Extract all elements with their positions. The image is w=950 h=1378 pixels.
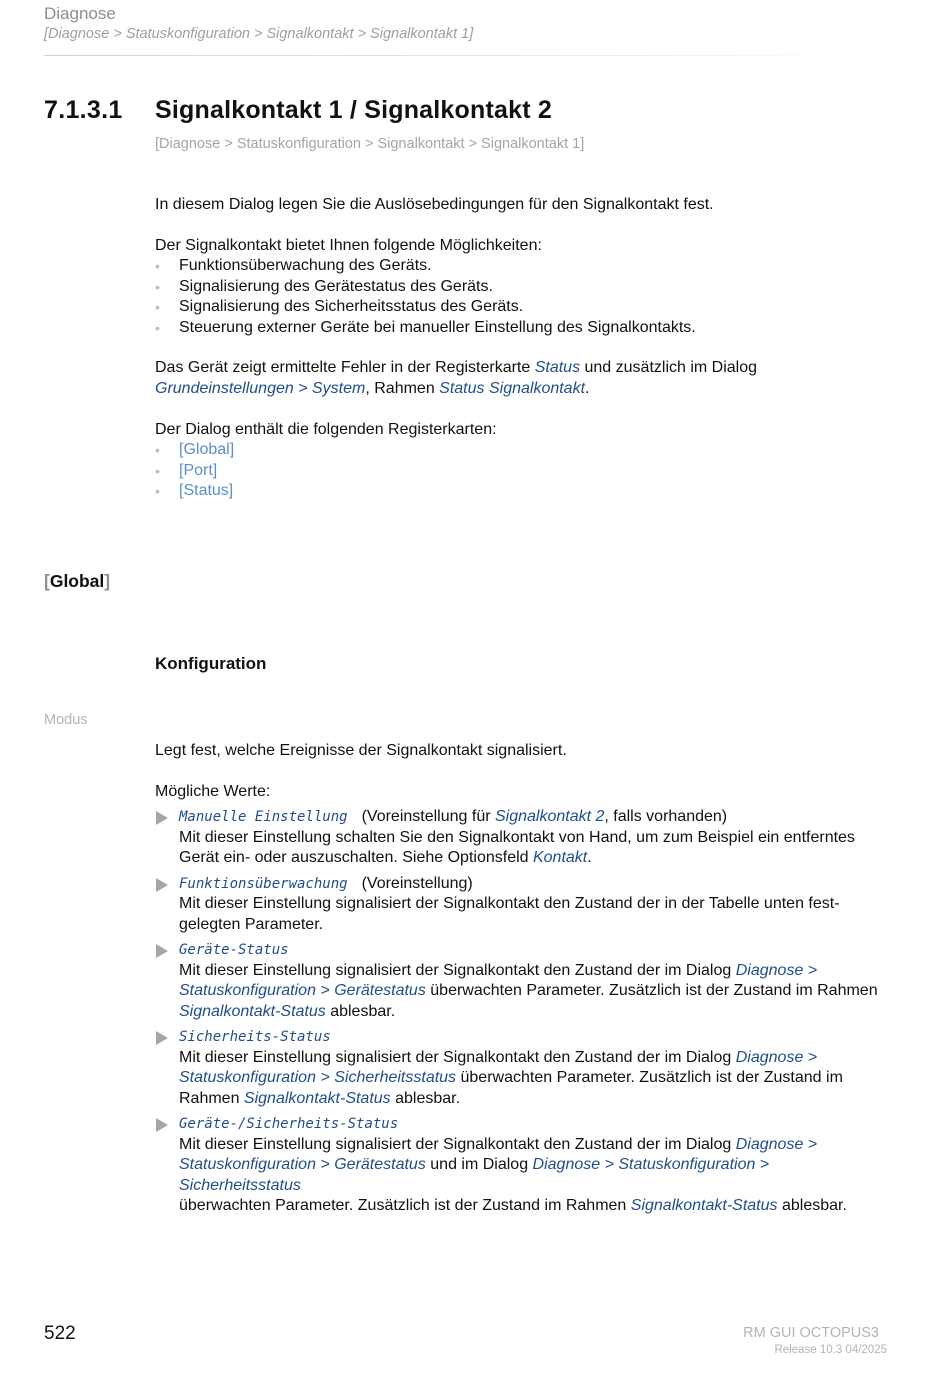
link-tab-port[interactable]: [Port]: [179, 461, 218, 479]
section-number: 7.1.3.1: [44, 96, 123, 124]
bullet-dot-icon: •: [155, 319, 160, 336]
konfiguration-heading: Konfiguration: [155, 654, 267, 673]
features-lead: Der Signalkontakt bietet Ihnen folgende Möglichkeiten:: [155, 237, 542, 254]
link-diagnose-geraetestatus[interactable]: Diagnose > Statuskonfiguration > Gerätestatus: [179, 1135, 818, 1173]
bullet-dot-icon: •: [155, 258, 160, 274]
bullet-dot-icon: •: [155, 483, 160, 499]
link-diagnose-geraetestatus[interactable]: Diagnose > Statuskonfiguration > Gerätestatus: [179, 961, 818, 999]
value-name: Manuelle Einstellung: [179, 809, 348, 825]
list-item: [155, 461, 234, 482]
link-kontakt[interactable]: Kontakt: [532, 849, 588, 866]
list-item: [155, 481, 234, 502]
page-number: 522: [44, 1323, 76, 1344]
link-signalkontakt-status[interactable]: Signalkontakt-Status: [179, 1002, 326, 1020]
value-name: Geräte-/Sicherheits-Status: [179, 1116, 399, 1132]
link-diagnose-sicherheitsstatus[interactable]: Diagnose > Statuskonfiguration > Sicherheitsstatus: [179, 1156, 770, 1194]
tabs-list: [155, 440, 234, 502]
bullet-dot-icon: •: [155, 299, 160, 315]
list-item: • Funktionsüberwachung des Geräts.: [155, 256, 696, 277]
bullet-dot-icon: •: [155, 442, 160, 458]
mode-description: Legt fest, welche Ereignisse der Signalkontakt signalisiert.: [155, 742, 567, 759]
running-header-breadcrumb: [Diagnose > Statuskonfiguration > Signalkontakt > Signalkontakt 1]: [44, 26, 474, 42]
link-signalkontakt-status[interactable]: Signalkontakt-Status: [243, 1089, 391, 1107]
global-section-heading: [Global]: [44, 571, 111, 591]
list-item: Geräte-Status Mit dieser Einstellung signalisiert der Signalkontakt den Zustand der im Dialog Diagnose > Statuskonfiguration > Gerätestatus überwachten Parameter. Zusätzlich ist der Zustand im Rahmen Signalkontakt-Status ablesbar.: [155, 940, 890, 1022]
value-name: Funktionsüberwachung: [179, 875, 348, 892]
features-list: [155, 256, 696, 338]
header-divider: [44, 55, 864, 56]
link-status-tab[interactable]: Status: [534, 359, 581, 376]
section-title: Signalkontakt 1 / Signalkontakt 2: [155, 96, 552, 124]
parameter-margin-label: Modus: [44, 712, 88, 728]
link-diagnose-sicherheitsstatus[interactable]: Diagnose > Statuskonfiguration > Sicherheitsstatus: [179, 1048, 818, 1086]
possible-values-lead: Mögliche Werte:: [155, 783, 271, 800]
running-header-title: Diagnose: [44, 4, 116, 23]
possible-values-list: [155, 807, 890, 1222]
list-item: • Signalisierung des Gerätestatus des Geräts.: [155, 277, 696, 298]
triangle-bullet-icon: [156, 878, 168, 892]
link-signalkontakt-status[interactable]: Signalkontakt-Status: [630, 1197, 778, 1214]
bullet-dot-icon: •: [155, 278, 160, 295]
list-item: Funktionsüberwachung (Voreinstellung) Mit dieser Einstellung signalisiert der Signalkontakt den Zustand der in der Tabelle unten festgelegten Parameter.: [155, 874, 890, 936]
link-tab-status[interactable]: [Status]: [179, 482, 234, 499]
list-item: [155, 440, 234, 461]
intro-paragraph: In diesem Dialog legen Sie die Auslösebedingungen für den Signalkontakt fest.: [155, 196, 714, 213]
triangle-bullet-icon: [156, 1031, 168, 1045]
section-breadcrumb: [Diagnose > Statuskonfiguration > Signalkontakt > Signalkontakt 1]: [155, 136, 585, 152]
link-tab-global[interactable]: [Global]: [179, 441, 235, 458]
tabs-lead: Der Dialog enthält die folgenden Registerkarten:: [155, 421, 497, 438]
bullet-dot-icon: •: [155, 462, 160, 479]
list-item: Sicherheits-Status Mit dieser Einstellung signalisiert der Signalkontakt den Zustand der im Dialog Diagnose > Statuskonfiguration > Sicherheitsstatus überwachten Parameter. Zusätzlich ist der Zustand im Rahmen Signalkontakt-Status ablesbar.: [155, 1027, 890, 1109]
triangle-bullet-icon: [156, 944, 168, 958]
value-name: Geräte-Status: [179, 942, 289, 958]
list-item: • Signalisierung des Sicherheitsstatus des Geräts.: [155, 297, 696, 318]
footer-release: Release 10.3 04/2025: [774, 1344, 887, 1356]
list-item: Geräte-/Sicherheits-Status Mit dieser Einstellung signalisiert der Signalkontakt den Zustand der im Dialog Diagnose > Statuskonfiguration > Gerätestatus und im Dialog Diagnose > Statuskonfiguration > Sicherheitsstatus überwachten Parameter. Zusätzlich ist der Zustand im Rahmen Signalkontakt-Status ablesbar.: [155, 1114, 890, 1217]
link-signalkontakt-2[interactable]: Signalkontakt 2: [494, 808, 605, 825]
footer-product: RM GUI OCTOPUS3: [743, 1325, 879, 1341]
link-grundeinstellungen-system[interactable]: Grundeinstellungen > System: [155, 379, 366, 397]
triangle-bullet-icon: [156, 811, 168, 825]
triangle-bullet-icon: [156, 1118, 168, 1132]
error-info-paragraph: Das Gerät zeigt ermittelte Fehler in der Registerkarte Status und zusätzlich im Dialog Grundeinstellungen > System, Rahmen Status Signalkontakt.: [155, 359, 758, 397]
link-status-signalkontakt[interactable]: Status Signalkontakt: [439, 379, 586, 397]
list-item: Manuelle Einstellung (Voreinstellung für Signalkontakt 2, falls vorhanden) Mit dieser Einstellung schalten Sie den Signalkontakt von Hand, um zum Beispiel ein entferntes Gerät ein- oder auszuschalten. Siehe Optionsfeld Kontakt.: [155, 807, 890, 869]
value-name: Sicherheits-Status: [179, 1029, 331, 1045]
list-item: • Steuerung externer Geräte bei manueller Einstellung des Signalkontakts.: [155, 318, 696, 339]
